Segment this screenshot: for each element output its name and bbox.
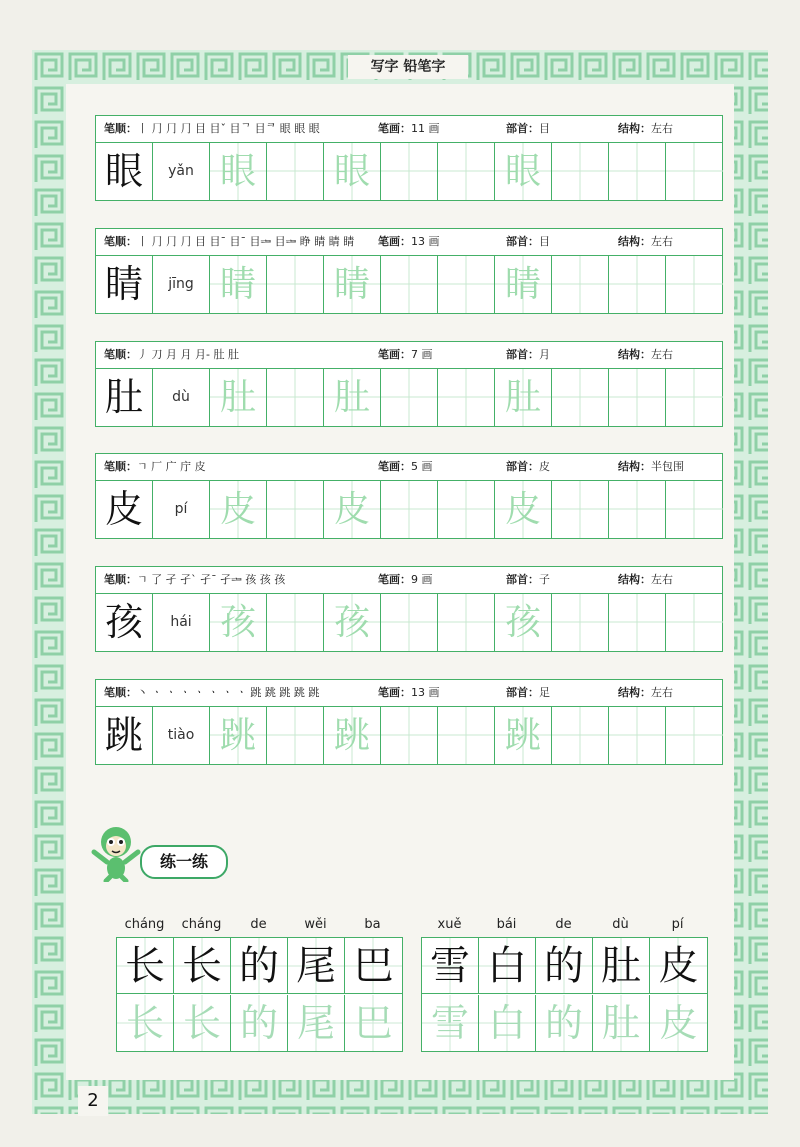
stroke-count-value: 11 画 bbox=[411, 122, 440, 135]
stroke-order-label: 笔顺： bbox=[104, 235, 137, 248]
practice-cell[interactable] bbox=[438, 594, 495, 651]
sentence-model-character: 皮 bbox=[650, 938, 707, 994]
radical-value: 子 bbox=[539, 573, 550, 586]
stroke-count-value: 13 画 bbox=[411, 686, 440, 699]
trace-cell[interactable]: 眼 bbox=[210, 143, 267, 200]
practice-cell[interactable] bbox=[666, 707, 723, 764]
stroke-count-label: 笔画： bbox=[378, 686, 411, 699]
trace-cell[interactable]: 睛 bbox=[495, 256, 552, 313]
structure-label: 结构： bbox=[618, 348, 651, 361]
sentence-model-character: 肚 bbox=[593, 938, 650, 994]
stroke-count-field bbox=[378, 229, 440, 255]
stroke-count-value: 7 画 bbox=[411, 348, 433, 361]
practice-cell[interactable] bbox=[267, 143, 324, 200]
character-info-strip bbox=[96, 342, 722, 369]
character-row bbox=[95, 115, 723, 201]
practice-cell[interactable] bbox=[381, 369, 438, 426]
stroke-count-field bbox=[378, 680, 440, 706]
trace-cell[interactable]: 睛 bbox=[210, 256, 267, 313]
pinyin-syllable: cháng bbox=[181, 917, 222, 932]
structure-label: 结构： bbox=[618, 686, 651, 699]
writing-grid bbox=[96, 256, 722, 313]
character-row bbox=[95, 679, 723, 765]
model-character: 肚 bbox=[96, 369, 153, 426]
stroke-order-label: 笔顺： bbox=[104, 348, 137, 361]
pinyin-syllable: de bbox=[555, 917, 572, 932]
radical-field bbox=[506, 116, 550, 142]
sentence-model-character: 的 bbox=[231, 938, 288, 994]
practice-cell[interactable] bbox=[666, 256, 723, 313]
writing-grid bbox=[96, 481, 722, 538]
practice-cell[interactable] bbox=[666, 594, 723, 651]
stroke-count-label: 笔画： bbox=[378, 235, 411, 248]
character-pinyin: pí bbox=[153, 481, 210, 538]
practice-cell[interactable] bbox=[609, 707, 666, 764]
radical-label: 部首： bbox=[506, 460, 539, 473]
monkey-mascot-icon bbox=[88, 822, 144, 882]
radical-value: 月 bbox=[539, 348, 550, 361]
practice-cell[interactable] bbox=[438, 143, 495, 200]
practice-cell[interactable] bbox=[381, 143, 438, 200]
radical-label: 部首： bbox=[506, 235, 539, 248]
sentence-model-character: 尾 bbox=[288, 938, 345, 994]
structure-label: 结构： bbox=[618, 460, 651, 473]
radical-field bbox=[506, 454, 550, 480]
practice-cell[interactable] bbox=[438, 707, 495, 764]
sentence-model-character: 长 bbox=[174, 938, 231, 994]
stroke-count-label: 笔画： bbox=[378, 573, 411, 586]
radical-label: 部首： bbox=[506, 686, 539, 699]
practice-cell[interactable] bbox=[381, 707, 438, 764]
stroke-count-field bbox=[378, 116, 440, 142]
pinyin-syllable: ba bbox=[364, 917, 381, 932]
practice-cell[interactable] bbox=[666, 369, 723, 426]
sentence-writing-grid bbox=[421, 937, 708, 1052]
stroke-order-label: 笔顺： bbox=[104, 573, 137, 586]
character-pinyin: dù bbox=[153, 369, 210, 426]
practice-cell[interactable] bbox=[267, 594, 324, 651]
stroke-order-label: 笔顺： bbox=[104, 460, 137, 473]
practice-cell[interactable] bbox=[609, 481, 666, 538]
structure-label: 结构： bbox=[618, 573, 651, 586]
character-row bbox=[95, 453, 723, 539]
character-info-strip bbox=[96, 229, 722, 256]
practice-cell[interactable] bbox=[609, 143, 666, 200]
practice-cell[interactable] bbox=[552, 369, 609, 426]
stroke-order-value: ㄱ 厂 广 庁 皮 bbox=[137, 460, 206, 473]
practice-cell[interactable] bbox=[267, 369, 324, 426]
trace-cell[interactable]: 肚 bbox=[210, 369, 267, 426]
trace-cell[interactable]: 肚 bbox=[324, 369, 381, 426]
radical-label: 部首： bbox=[506, 573, 539, 586]
page-number: 2 bbox=[78, 1086, 108, 1116]
structure-field bbox=[618, 342, 673, 368]
stroke-count-value: 13 画 bbox=[411, 235, 440, 248]
structure-value: 左右 bbox=[651, 573, 673, 586]
trace-cell[interactable]: 孩 bbox=[495, 594, 552, 651]
character-row bbox=[95, 341, 723, 427]
practice-cell[interactable] bbox=[552, 143, 609, 200]
structure-value: 半包围 bbox=[651, 460, 684, 473]
practice-cell[interactable] bbox=[552, 707, 609, 764]
practice-cell[interactable] bbox=[438, 256, 495, 313]
model-character: 睛 bbox=[96, 256, 153, 313]
stroke-order-field bbox=[104, 567, 285, 593]
practice-cell[interactable] bbox=[552, 594, 609, 651]
structure-value: 左右 bbox=[651, 122, 673, 135]
character-info-strip bbox=[96, 116, 722, 143]
practice-cell[interactable] bbox=[609, 594, 666, 651]
sentence-trace-character[interactable]: 肚 bbox=[593, 995, 650, 1051]
page-header-title: 写字 铅笔字 bbox=[348, 55, 468, 79]
sentence-trace-character[interactable]: 雪 bbox=[422, 995, 479, 1051]
trace-cell[interactable]: 睛 bbox=[324, 256, 381, 313]
sentence-model-character: 的 bbox=[536, 938, 593, 994]
stroke-count-field bbox=[378, 454, 433, 480]
sentence-model-character: 雪 bbox=[422, 938, 479, 994]
stroke-order-label: 笔顺： bbox=[104, 686, 137, 699]
radical-value: 目 bbox=[539, 235, 550, 248]
model-character: 孩 bbox=[96, 594, 153, 651]
structure-field bbox=[618, 680, 673, 706]
character-info-strip bbox=[96, 680, 722, 707]
pinyin-syllable: bái bbox=[496, 917, 517, 932]
stroke-count-field bbox=[378, 342, 433, 368]
stroke-order-value: ㄱ 了 孑 孑ˋ 孑ˉ 孑ᆂ 孩 孩 孩 bbox=[137, 573, 286, 586]
trace-cell[interactable]: 孩 bbox=[324, 594, 381, 651]
character-row bbox=[95, 566, 723, 652]
radical-field bbox=[506, 680, 550, 706]
sentence-model-character: 白 bbox=[479, 938, 536, 994]
trace-cell[interactable]: 眼 bbox=[495, 143, 552, 200]
sentence-trace-character[interactable]: 巴 bbox=[345, 995, 402, 1051]
practice-cell[interactable] bbox=[609, 256, 666, 313]
character-info-strip bbox=[96, 567, 722, 594]
radical-value: 足 bbox=[539, 686, 550, 699]
sentence-pinyin-row bbox=[116, 917, 403, 937]
character-pinyin: hái bbox=[153, 594, 210, 651]
stroke-order-field bbox=[104, 229, 354, 255]
structure-field bbox=[618, 567, 673, 593]
structure-value: 左右 bbox=[651, 686, 673, 699]
radical-field bbox=[506, 229, 550, 255]
practice-cell[interactable] bbox=[666, 481, 723, 538]
pinyin-syllable: xuě bbox=[437, 917, 462, 932]
model-character: 眼 bbox=[96, 143, 153, 200]
practice-cell[interactable] bbox=[381, 594, 438, 651]
radical-label: 部首： bbox=[506, 348, 539, 361]
practice-cell[interactable] bbox=[552, 481, 609, 538]
trace-cell[interactable]: 眼 bbox=[324, 143, 381, 200]
character-pinyin: yǎn bbox=[153, 143, 210, 200]
stroke-order-label: 笔顺： bbox=[104, 122, 137, 135]
trace-cell[interactable]: 皮 bbox=[210, 481, 267, 538]
stroke-order-field bbox=[104, 342, 239, 368]
stroke-count-value: 5 画 bbox=[411, 460, 433, 473]
sentence-trace-character[interactable]: 的 bbox=[536, 995, 593, 1051]
practice-cell[interactable] bbox=[609, 369, 666, 426]
radical-value: 目 bbox=[539, 122, 550, 135]
stroke-order-value: 丶 ㆍ ㆍ ㆍ ㆍ ㆍ ㆍ ㆍ 跳 跳 跳 跳 跳 bbox=[137, 686, 320, 699]
radical-value: 皮 bbox=[539, 460, 550, 473]
practice-cell[interactable] bbox=[438, 481, 495, 538]
practice-cell[interactable] bbox=[438, 369, 495, 426]
sentence-trace-character[interactable]: 长 bbox=[174, 995, 231, 1051]
trace-cell[interactable]: 跳 bbox=[324, 707, 381, 764]
pinyin-syllable: wěi bbox=[304, 917, 327, 932]
writing-grid bbox=[96, 369, 722, 426]
stroke-order-field bbox=[104, 680, 319, 706]
practice-cell[interactable] bbox=[552, 256, 609, 313]
pinyin-syllable: dù bbox=[612, 917, 629, 932]
character-pinyin: tiào bbox=[153, 707, 210, 764]
sentence-trace-character[interactable]: 白 bbox=[479, 995, 536, 1051]
structure-label: 结构： bbox=[618, 235, 651, 248]
structure-value: 左右 bbox=[651, 235, 673, 248]
stroke-count-label: 笔画： bbox=[378, 122, 411, 135]
trace-cell[interactable]: 皮 bbox=[495, 481, 552, 538]
trace-cell[interactable]: 皮 bbox=[324, 481, 381, 538]
writing-grid bbox=[96, 594, 722, 651]
stroke-count-value: 9 画 bbox=[411, 573, 433, 586]
structure-label: 结构： bbox=[618, 122, 651, 135]
trace-cell[interactable]: 跳 bbox=[495, 707, 552, 764]
practice-cell[interactable] bbox=[666, 143, 723, 200]
stroke-count-label: 笔画： bbox=[378, 460, 411, 473]
stroke-count-label: 笔画： bbox=[378, 348, 411, 361]
sentence-trace-character[interactable]: 的 bbox=[231, 995, 288, 1051]
stroke-order-value: 丨 ⺆ ⺆ ⺆ 目 目ˉ 目ˉ 目ᆂ 目ᆂ 睁 睛 睛 睛 bbox=[137, 235, 355, 248]
sentence-trace-character[interactable]: 尾 bbox=[288, 995, 345, 1051]
stroke-order-field bbox=[104, 116, 320, 142]
stroke-order-value: 丨 ⺆ ⺆ ⺆ 目 目ˇ 目ᄀ 目ᄏ 眼 眼 眼 bbox=[137, 122, 320, 135]
writing-grid bbox=[96, 707, 722, 764]
radical-field bbox=[506, 567, 550, 593]
sentence-model-character: 长 bbox=[117, 938, 174, 994]
character-pinyin: jīng bbox=[153, 256, 210, 313]
stroke-order-field bbox=[104, 454, 206, 480]
model-character: 跳 bbox=[96, 707, 153, 764]
character-info-strip bbox=[96, 454, 722, 481]
trace-cell[interactable]: 肚 bbox=[495, 369, 552, 426]
structure-field bbox=[618, 116, 673, 142]
practice-cell[interactable] bbox=[381, 256, 438, 313]
stroke-order-value: 丿 刀 月 月 月- 肚 肚 bbox=[137, 348, 239, 361]
sentence-trace-character[interactable]: 长 bbox=[117, 995, 174, 1051]
practice-cell[interactable] bbox=[267, 481, 324, 538]
practice-cell[interactable] bbox=[381, 481, 438, 538]
sentence-model-character: 巴 bbox=[345, 938, 402, 994]
trace-cell[interactable]: 孩 bbox=[210, 594, 267, 651]
pinyin-syllable: cháng bbox=[124, 917, 165, 932]
practice-section-title: 练一练 bbox=[140, 845, 228, 879]
practice-cell[interactable] bbox=[267, 707, 324, 764]
pinyin-syllable: de bbox=[250, 917, 267, 932]
structure-field bbox=[618, 229, 673, 255]
character-row bbox=[95, 228, 723, 314]
pinyin-syllable: pí bbox=[671, 917, 684, 932]
structure-value: 左右 bbox=[651, 348, 673, 361]
sentence-trace-character[interactable]: 皮 bbox=[650, 995, 707, 1051]
radical-label: 部首： bbox=[506, 122, 539, 135]
stroke-count-field bbox=[378, 567, 433, 593]
writing-grid bbox=[96, 143, 722, 200]
sentence-writing-grid bbox=[116, 937, 403, 1052]
structure-field bbox=[618, 454, 684, 480]
practice-cell[interactable] bbox=[267, 256, 324, 313]
sentence-pinyin-row bbox=[421, 917, 708, 937]
trace-cell[interactable]: 跳 bbox=[210, 707, 267, 764]
model-character: 皮 bbox=[96, 481, 153, 538]
radical-field bbox=[506, 342, 550, 368]
